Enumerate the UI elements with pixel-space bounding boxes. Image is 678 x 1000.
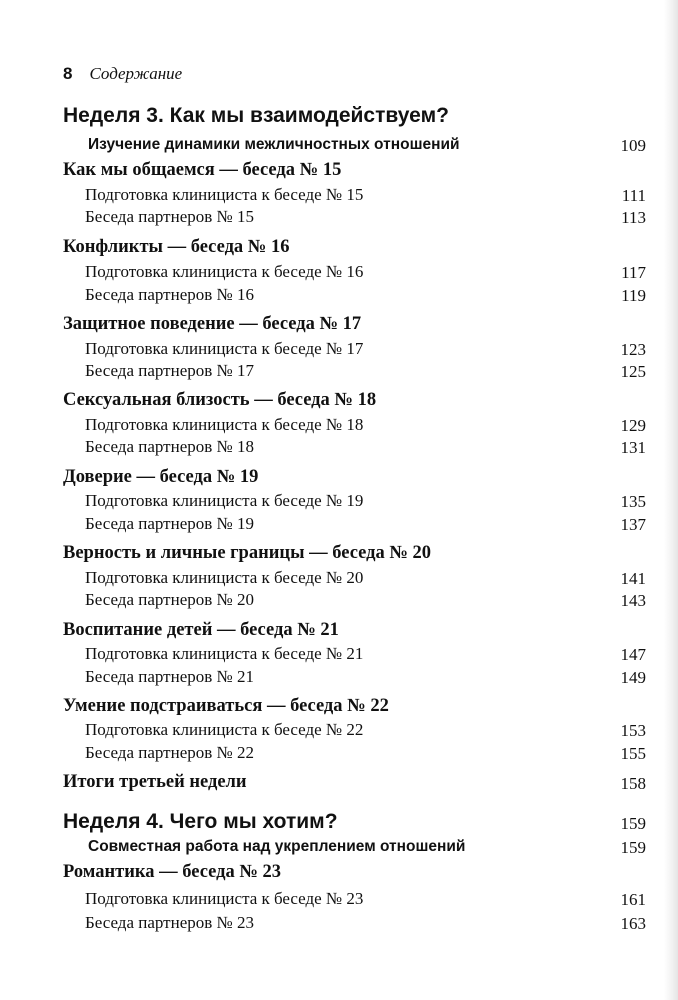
- page-header: [63, 64, 182, 88]
- toc-entry-title: Подготовка клинициста к беседе № 17: [85, 339, 364, 358]
- toc-entry-title: Подготовка клинициста к беседе № 23: [85, 889, 364, 908]
- toc-entry-page: 155: [620, 744, 646, 763]
- toc-section[interactable]: [0, 160, 678, 186]
- toc-section[interactable]: [0, 543, 678, 569]
- toc-entry-title: Доверие — беседа № 19: [63, 467, 259, 487]
- toc-entry-page: 125: [620, 362, 646, 381]
- toc-item[interactable]: [0, 436, 678, 462]
- toc-entry-page: 163: [620, 914, 646, 933]
- toc-entry-page: 119: [621, 286, 646, 305]
- toc-entry-title: Подготовка клинициста к беседе № 15: [85, 185, 364, 204]
- toc-section[interactable]: [0, 772, 678, 798]
- toc-entry-title: Защитное поведение — беседа № 17: [63, 314, 362, 334]
- toc-entry-title: Воспитание детей — беседа № 21: [63, 620, 339, 640]
- toc-entry-page: 159: [620, 814, 646, 833]
- toc-entry-page: 149: [620, 668, 646, 687]
- toc-entry-page: 153: [620, 721, 646, 740]
- toc-entry-title: Беседа партнеров № 23: [85, 913, 254, 932]
- toc-entry-page: 131: [620, 438, 646, 457]
- toc-entry-title: Беседа партнеров № 17: [85, 361, 254, 380]
- toc-entry-title: Беседа партнеров № 21: [85, 667, 254, 686]
- toc-week-subtitle[interactable]: [0, 836, 678, 862]
- toc-entry-title: Как мы общаемся — беседа № 15: [63, 160, 342, 180]
- toc-entry-title: Конфликты — беседа № 16: [63, 237, 290, 257]
- toc-entry-page: 117: [621, 263, 646, 282]
- toc-item[interactable]: [0, 742, 678, 768]
- toc-entry-title: Сексуальная близость — беседа № 18: [63, 390, 377, 410]
- toc-week-subtitle[interactable]: [0, 134, 678, 160]
- toc-entry-title: Беседа партнеров № 19: [85, 514, 254, 533]
- toc-section[interactable]: [0, 314, 678, 340]
- toc-entry-page: 113: [621, 208, 646, 227]
- toc-entry-title: Неделя 4. Чего мы хотим?: [63, 810, 338, 833]
- toc-entry-title: Подготовка клинициста к беседе № 16: [85, 262, 364, 281]
- toc-entry-page: 123: [620, 340, 646, 359]
- toc-entry-page: 161: [620, 890, 646, 909]
- toc-week-title[interactable]: [0, 106, 678, 132]
- toc-entry-page: 159: [620, 838, 646, 857]
- toc-entry-page: 147: [620, 645, 646, 664]
- toc-entry-title: Неделя 3. Как мы взаимодействуем?: [63, 104, 449, 127]
- toc-item[interactable]: [0, 284, 678, 310]
- toc-entry-title: Романтика — беседа № 23: [63, 862, 282, 882]
- toc-section[interactable]: [0, 862, 678, 888]
- toc-entry-title: Подготовка клинициста к беседе № 19: [85, 491, 364, 510]
- toc-entry-page: 135: [620, 492, 646, 511]
- toc-item[interactable]: [0, 666, 678, 692]
- toc-entry-title: Беседа партнеров № 16: [85, 285, 254, 304]
- toc-entry-page: 141: [620, 569, 646, 588]
- toc-entry-title: Беседа партнеров № 20: [85, 590, 254, 609]
- toc-section[interactable]: [0, 390, 678, 416]
- toc-item[interactable]: [0, 888, 678, 914]
- toc-entry-title: Изучение динамики межличностных отношений: [88, 136, 460, 153]
- toc-entry-page: 158: [620, 774, 646, 793]
- toc-item[interactable]: [0, 513, 678, 539]
- toc-entry-title: Подготовка клинициста к беседе № 22: [85, 720, 364, 739]
- toc-item[interactable]: [0, 360, 678, 386]
- running-title: Содержание: [89, 64, 183, 83]
- toc-section[interactable]: [0, 237, 678, 263]
- toc-entry-page: 137: [620, 515, 646, 534]
- page-number: 8: [63, 64, 73, 83]
- toc-entry-title: Верность и личные границы — беседа № 20: [63, 543, 432, 563]
- toc-entry-title: Подготовка клинициста к беседе № 20: [85, 568, 364, 587]
- toc-item[interactable]: [0, 206, 678, 232]
- toc-entry-page: 111: [621, 186, 646, 205]
- toc-entry-title: Совместная работа над укреплением отношений: [88, 838, 466, 855]
- toc-entry-title: Беседа партнеров № 15: [85, 207, 254, 226]
- toc-entry-title: Умение подстраиваться — беседа № 22: [63, 696, 389, 716]
- toc-entry-page: 109: [620, 136, 646, 155]
- toc-item[interactable]: [0, 589, 678, 615]
- toc-item[interactable]: [0, 912, 678, 938]
- toc-entry-page: 129: [620, 416, 646, 435]
- toc-entry-title: Подготовка клинициста к беседе № 18: [85, 415, 364, 434]
- toc-entry-title: Итоги третьей недели: [63, 772, 247, 792]
- toc-entry-page: 143: [620, 591, 646, 610]
- toc-entry-title: Беседа партнеров № 18: [85, 437, 254, 456]
- toc-week-title[interactable]: [0, 812, 678, 838]
- toc-entry-title: Беседа партнеров № 22: [85, 743, 254, 762]
- toc-entry-title: Подготовка клинициста к беседе № 21: [85, 644, 364, 663]
